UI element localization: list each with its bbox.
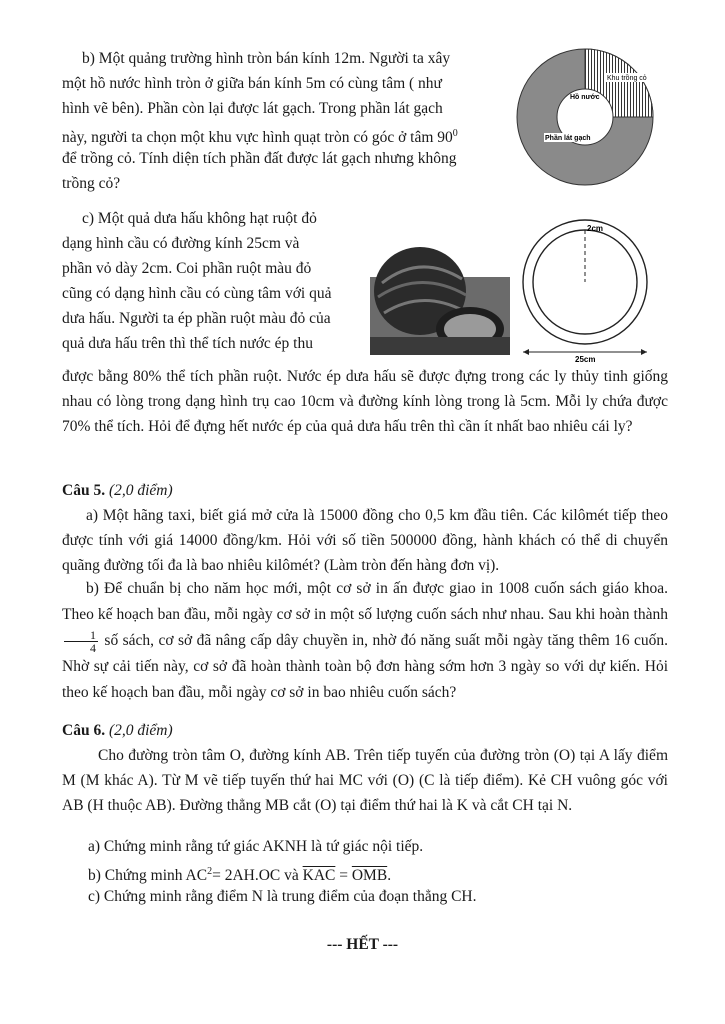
arc-kac: $\overline{KAC}$ bbox=[302, 867, 336, 885]
grass-label: Khu trồng cỏ bbox=[607, 75, 647, 82]
q6a-line: a) Chứng minh rằng tứ giác AKNH là tứ giác nội tiếp. bbox=[88, 838, 424, 855]
lake-label: Hồ nước bbox=[570, 94, 600, 101]
one-quarter-fraction: $\frac{1}{4}$ bbox=[64, 629, 98, 654]
q4c-line3: phần vỏ dày 2cm. Coi phần ruột màu đỏ bbox=[62, 260, 312, 277]
q5a-paragraph: a) Một hãng taxi, biết giá mở cửa là 15000 đồng cho 0,5 km đầu tiên. Các kilômét tiếp theo được tính với giá 14000 đồng/km. Hỏi với số tiền 500000 đồng, hành khách có thể di chuyển quãng đường tối đa là bao nhiêu kilômét? (Làm tròn đến hàng đơn vị). bbox=[62, 507, 668, 574]
end-marker: --- HẾT --- bbox=[326, 936, 399, 953]
q4b-line5: để trồng cỏ. Tính diện tích phần đất được lát gạch nhưng không bbox=[62, 150, 457, 167]
q4c-line1: c) Một quả dưa hấu không hạt ruột đỏ bbox=[82, 210, 317, 227]
tile-label: Phần lát gạch bbox=[545, 135, 591, 142]
q4c-paragraph: được bằng 80% thể tích phần ruột. Nước ép dưa hấu sẽ được đựng trong các ly thủy tinh giống nhau có lòng trong dạng hình trụ cao 10cm và đường kính lòng trong là 5cm. Mỗi ly chứa được 70% thể tích. Hỏi để đựng hết nước ép của quả dưa hấu trên thì cần ít nhất bao nhiêu cái ly? bbox=[62, 368, 668, 435]
q4c-line6: quả dưa hấu trên thì thể tích nước ép thu bbox=[62, 335, 313, 352]
q6-intro: Cho đường tròn tâm O, đường kính AB. Trên tiếp tuyến của đường tròn (O) tại A lấy điểm M (M khác A). Từ M vẽ tiếp tuyến thứ hai MC với (O) (C là tiếp điểm). Kẻ CH vuông góc với AB (H thuộc AB). Đường thẳng MB cắt (O) tại điểm thứ hai là K và cắt CH tại N. bbox=[62, 747, 668, 814]
q4c-line5: dưa hấu. Người ta ép phần ruột màu đỏ của bbox=[62, 310, 331, 327]
q5-heading: Câu 5. (2,0 điểm) bbox=[62, 482, 173, 499]
q4c-line2: dạng hình cầu có đường kính 25cm và bbox=[62, 235, 300, 252]
q6c-line: c) Chứng minh rằng điểm N là trung điểm của đoạn thẳng CH. bbox=[88, 888, 477, 905]
q4c-line4: cũng có dạng hình cầu có cùng tâm với quả bbox=[62, 285, 332, 302]
q4b-line4: này, người ta chọn một khu vực hình quạt tròn có góc ở tâm $90^0$ bbox=[62, 128, 458, 147]
rind-label: 2cm bbox=[587, 224, 604, 233]
diameter-label: 25cm bbox=[575, 355, 596, 364]
q6b-line: b) Chứng minh $AC^2= 2AH.OC$ và $\overline{KAC} = \overline{OMB}$. bbox=[88, 866, 392, 885]
q6-heading: Câu 6. (2,0 điểm) bbox=[62, 722, 173, 739]
plaza-figure bbox=[510, 42, 660, 192]
q4b-line6: trồng cỏ? bbox=[62, 175, 121, 192]
q4b-line2: một hồ nước hình tròn ở giữa bán kính 5m có cùng tâm ( như bbox=[62, 75, 442, 92]
watermelon-photo bbox=[370, 233, 510, 355]
q4b-line1: b) Một quảng trường hình tròn bán kính 12m. Người ta xây bbox=[82, 50, 451, 67]
watermelon-diagram bbox=[515, 215, 665, 365]
arc-omb: $\overline{OMB}$ bbox=[351, 867, 388, 885]
q4b-line3: hình vẽ bên). Phần còn lại được lát gạch. Trong phần lát gạch bbox=[62, 100, 443, 117]
q5b-paragraph: b) Để chuẩn bị cho năm học mới, một cơ sở in ấn được giao in 1008 cuốn sách giáo khoa. Theo kế hoạch ban đầu, mỗi ngày cơ sở in một số lượng cuốn sách như nhau. Sau khi hoàn thành $\frac{1}{4}$ số sách, cơ sở đã nâng cấp dây chuyền in, nhờ đó năng suất mỗi ngày tăng thêm 16 cuốn. Nhờ sự cải tiến này, cơ sở đã hoàn thành toàn bộ đơn hàng sớm hơn 3 ngày so với dự kiến. Hỏi theo kế hoạch ban đầu, mỗi ngày cơ sở in bao nhiêu cuốn sách? bbox=[62, 580, 668, 701]
